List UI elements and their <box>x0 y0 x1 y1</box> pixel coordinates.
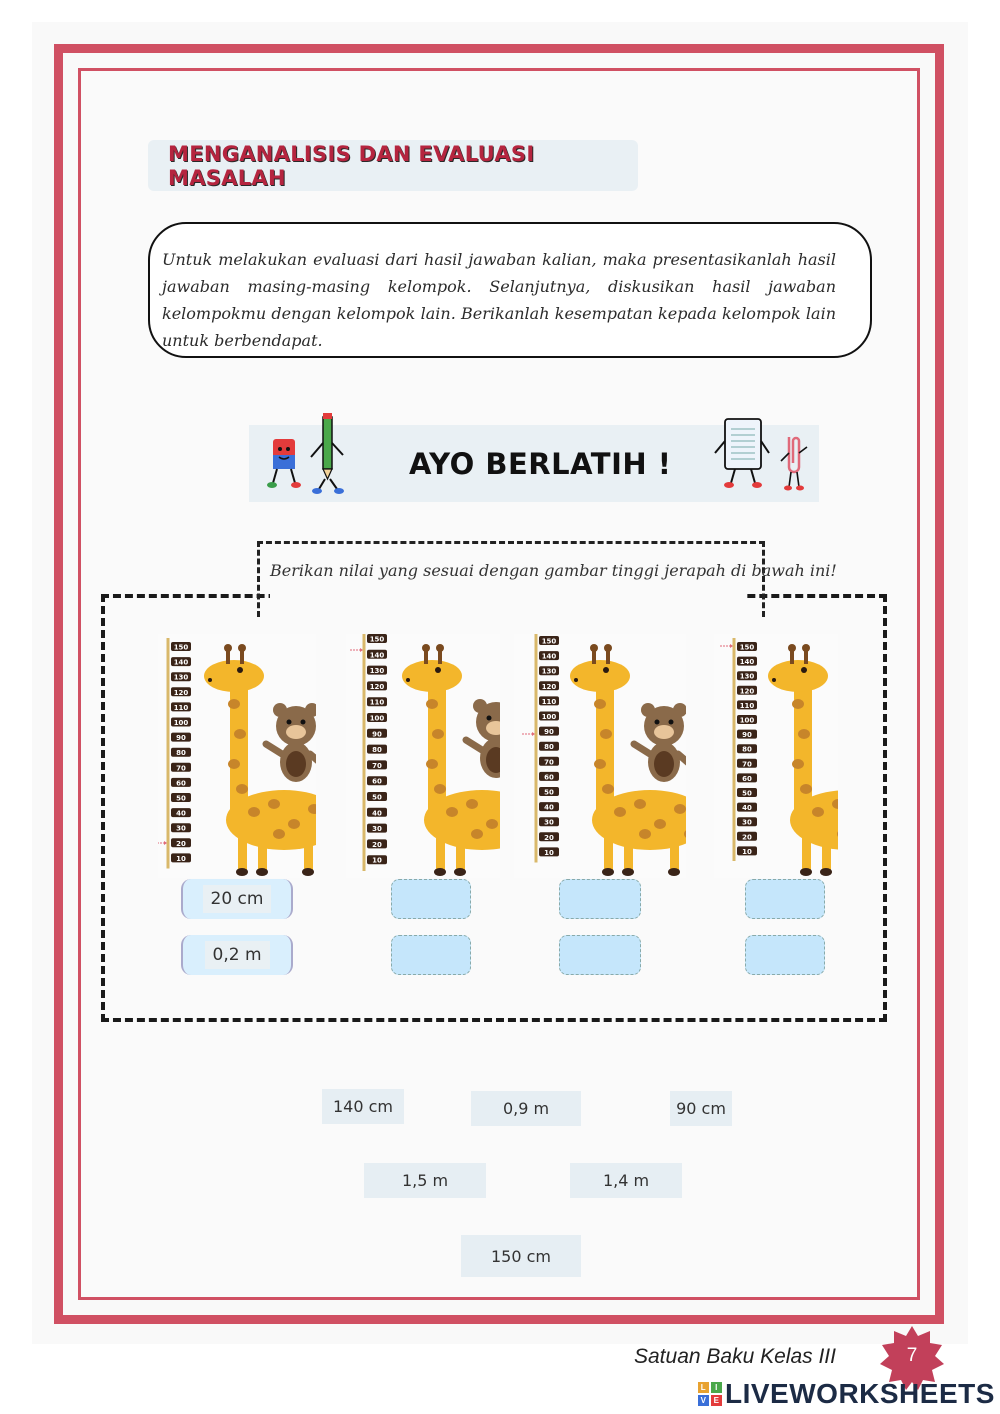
ruler-tick-label: 90 <box>742 731 752 740</box>
ruler-tick-label: 110 <box>173 703 189 712</box>
page-number: 7 <box>906 1345 918 1366</box>
ruler-tick-label: 100 <box>541 713 557 721</box>
giraffe-height-chart-icon <box>514 634 686 878</box>
ruler-tick-label: 30 <box>176 824 186 833</box>
giraffe-image-4 <box>714 634 838 878</box>
ruler-tick-label: 110 <box>369 698 385 707</box>
ruler-tick-label: 150 <box>541 637 557 646</box>
brand-logo-letter: V <box>698 1395 709 1406</box>
ruler-tick-label: 10 <box>544 848 554 857</box>
ruler-tick-label: 70 <box>176 764 186 773</box>
option-chip[interactable]: 140 cm <box>322 1089 404 1124</box>
ruler-tick-label: 110 <box>739 701 755 710</box>
ruler-tick-label: 40 <box>176 809 186 818</box>
ruler-tick-label: 130 <box>739 672 755 681</box>
task-instruction: Berikan nilai yang sesuai dengan gambar tinggi jerapah di bawah ini! <box>270 561 837 580</box>
answer-1-m[interactable] <box>181 935 293 975</box>
answer-2-m[interactable] <box>391 935 471 975</box>
giraffe-image-2 <box>346 634 500 878</box>
banner-title: AYO BERLATIH ! <box>409 447 672 481</box>
ruler-tick-label: 100 <box>173 719 189 727</box>
brand-name: LIVEWORKSHEETS <box>725 1378 995 1409</box>
ruler-tick-label: 10 <box>742 847 752 856</box>
instruction-box: Untuk melakukan evaluasi dari hasil jawaban kalian, maka presentasikanlah hasil jawaban masing-masing kelompok. Selanjutnya, diskusikan hasil jawaban kelompokmu dengan kelompok lain. Berikanlah kesempatan kepada kelompok lain untuk berbendapat. <box>148 222 872 358</box>
ruler-tick-label: 50 <box>372 793 382 802</box>
ruler-tick-label: 90 <box>372 730 382 739</box>
brand-logo-icon <box>698 1382 722 1406</box>
ruler-tick-label: 140 <box>541 652 557 661</box>
ruler-tick-label: 80 <box>544 743 554 752</box>
eraser-pencil-characters-icon <box>267 413 357 499</box>
answer-1-cm[interactable] <box>181 879 293 919</box>
ruler-tick-label: 120 <box>369 682 385 691</box>
ruler-tick-label: 40 <box>742 804 752 813</box>
answer-4-m[interactable] <box>745 935 825 975</box>
ruler-tick-label: 130 <box>541 667 557 676</box>
ruler-tick-label: 100 <box>369 714 385 723</box>
ruler-tick-label: 30 <box>742 818 752 827</box>
ruler-tick-label: 150 <box>739 643 755 652</box>
option-chip[interactable]: 150 cm <box>461 1235 581 1277</box>
option-chip[interactable]: 1,5 m <box>364 1163 486 1198</box>
giraffe-image-3 <box>514 634 686 878</box>
ruler-tick-label: 20 <box>372 840 382 849</box>
giraffe-height-chart-icon <box>714 634 838 878</box>
ruler-tick-label: 10 <box>372 856 382 865</box>
ruler-tick-label: 90 <box>544 728 554 737</box>
answer-1-m-value: 0,2 m <box>205 941 270 969</box>
ruler-tick-label: 140 <box>173 658 189 667</box>
ruler-tick-label: 50 <box>176 794 186 803</box>
ruler-tick-label: 140 <box>369 651 385 660</box>
giraffe-height-chart-icon <box>346 634 500 878</box>
ruler-tick-label: 20 <box>544 833 554 842</box>
ruler-tick-label: 70 <box>742 760 752 769</box>
ruler-tick-label: 40 <box>372 809 382 818</box>
ruler-tick-label: 120 <box>739 687 755 696</box>
section-title: MENGANALISIS DAN EVALUASI MASALAH <box>148 140 638 191</box>
ruler-tick-label: 70 <box>544 758 554 767</box>
ruler-tick-label: 60 <box>372 777 382 786</box>
ruler-tick-label: 30 <box>372 825 382 834</box>
ruler-tick-label: 80 <box>742 745 752 754</box>
ruler-tick-label: 60 <box>544 773 554 782</box>
footer-subject: Satuan Baku Kelas III <box>634 1345 836 1368</box>
option-chip[interactable]: 90 cm <box>670 1091 732 1126</box>
answer-3-cm[interactable] <box>559 879 641 919</box>
ruler-tick-label: 140 <box>739 658 755 667</box>
ruler-tick-label: 10 <box>176 854 186 863</box>
ruler-tick-label: 50 <box>742 789 752 798</box>
brand-logo-letter: L <box>698 1382 709 1393</box>
giraffe-image-1 <box>158 634 316 878</box>
giraffe-height-chart-icon <box>158 634 316 878</box>
ruler-tick-label: 120 <box>541 682 557 691</box>
ruler-tick-label: 40 <box>544 803 554 812</box>
ruler-tick-label: 80 <box>176 749 186 758</box>
option-chip[interactable]: 1,4 m <box>570 1163 682 1198</box>
ruler-tick-label: 150 <box>369 635 385 644</box>
ruler-tick-label: 110 <box>541 697 557 706</box>
ruler-tick-label: 80 <box>372 746 382 755</box>
practice-banner <box>249 425 819 502</box>
ruler-tick-label: 60 <box>176 779 186 788</box>
ruler-tick-label: 20 <box>176 839 186 848</box>
answer-3-m[interactable] <box>559 935 641 975</box>
ruler-tick-label: 130 <box>173 673 189 682</box>
ruler-tick-label: 120 <box>173 688 189 697</box>
ruler-tick-label: 30 <box>544 818 554 827</box>
ruler-tick-label: 100 <box>739 716 755 725</box>
ruler-tick-label: 90 <box>176 734 186 743</box>
brand-logo-letter: I <box>711 1382 722 1393</box>
notepad-paperclip-characters-icon <box>711 417 819 497</box>
ruler-tick-label: 150 <box>173 643 189 652</box>
ruler-tick-label: 20 <box>742 833 752 842</box>
ruler-tick-label: 130 <box>369 667 385 676</box>
answer-1-cm-value: 20 cm <box>203 885 272 913</box>
brand-logo[interactable] <box>698 1378 995 1410</box>
brand-logo-letter: E <box>711 1395 722 1406</box>
ruler-tick-label: 60 <box>742 774 752 783</box>
answer-4-cm[interactable] <box>745 879 825 919</box>
option-chip[interactable]: 0,9 m <box>471 1091 581 1126</box>
ruler-tick-label: 50 <box>544 788 554 797</box>
answer-2-cm[interactable] <box>391 879 471 919</box>
ruler-tick-label: 70 <box>372 761 382 770</box>
